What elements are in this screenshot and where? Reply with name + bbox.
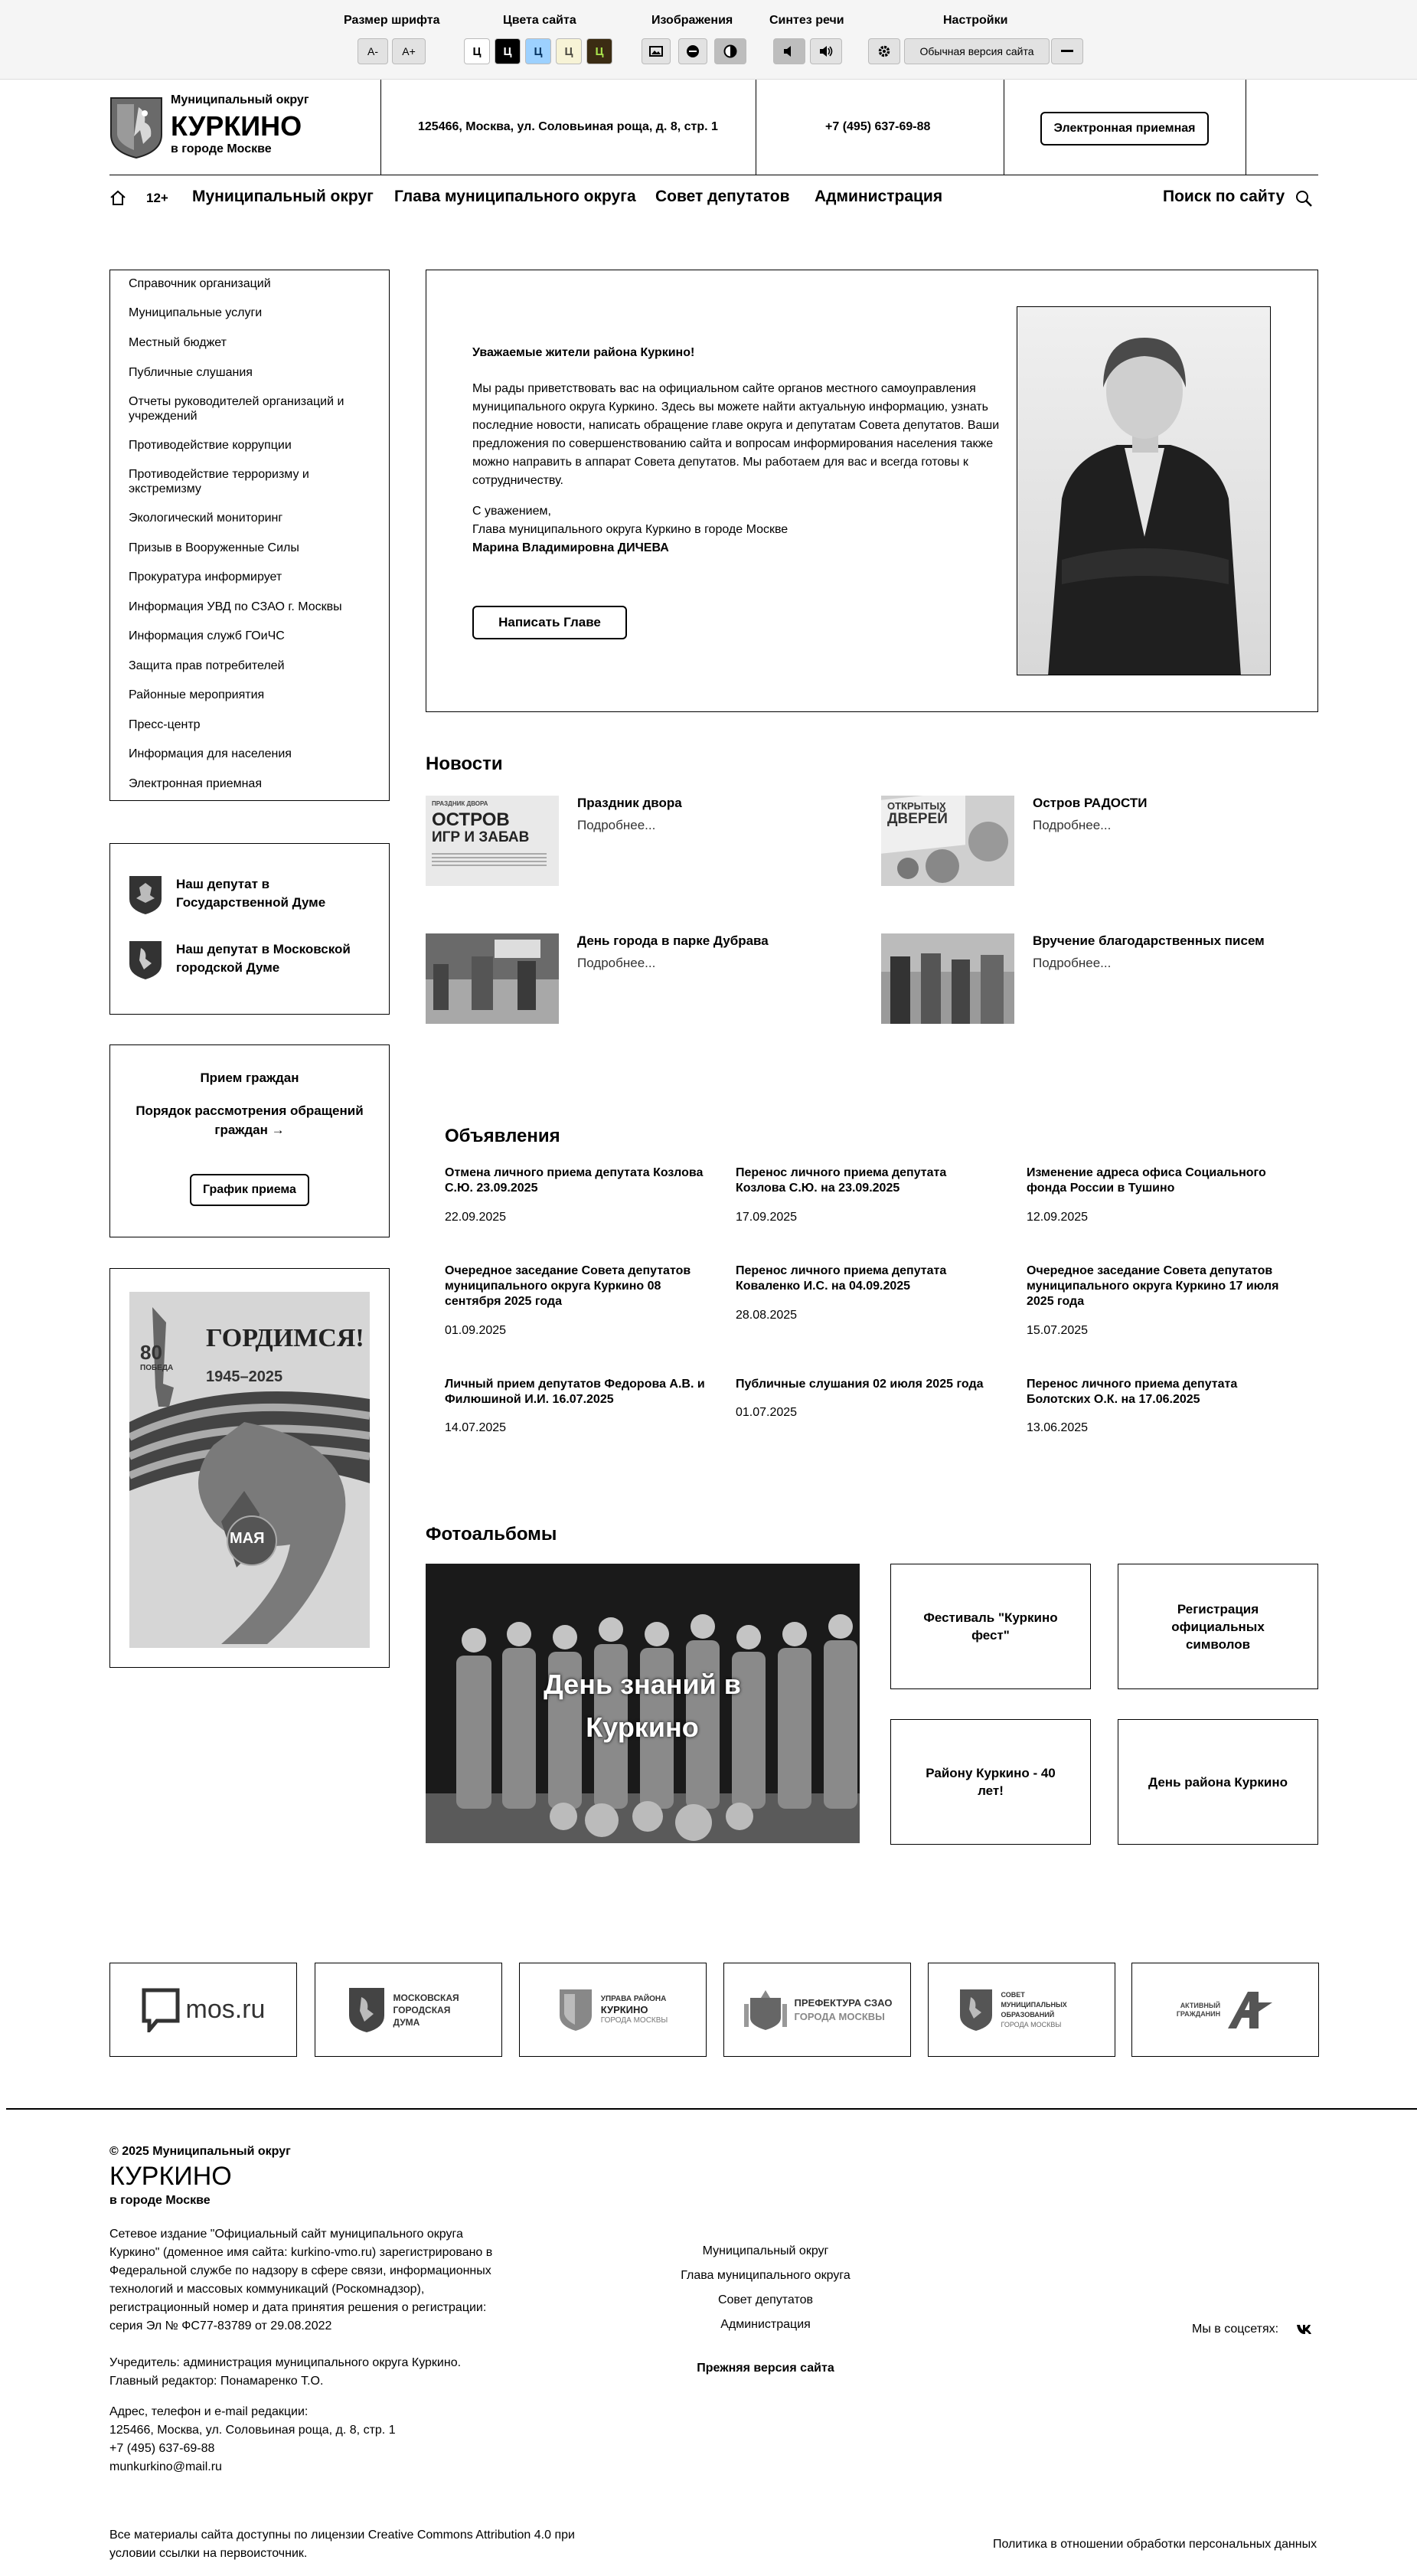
thumb-caption: ПРАЗДНИК ДВОРА	[432, 800, 488, 807]
partner-uprava-text	[601, 1994, 668, 2026]
uprava-line2: КУРКИНО	[600, 2003, 648, 2015]
uprava-line3: ГОРОДА МОСКВЫ	[600, 2015, 668, 2025]
news-more-link[interactable]: Подробнее...	[577, 818, 656, 832]
sidebar-item-reports[interactable]: Отчеты руководителей организаций и учреждений	[129, 395, 344, 423]
footer-nav-head[interactable]: Глава муниципального округа	[681, 2269, 851, 2282]
album-card[interactable]: Регистрация официальных символов	[1118, 1564, 1318, 1689]
mosgorduma-deputy-link[interactable]: Наш депутат в Московской городской Думе	[176, 942, 351, 975]
gear-icon[interactable]	[868, 38, 900, 64]
partner-active-citizen-text	[1177, 2002, 1220, 2019]
footer-copyright: © 2025 Муниципальный округ	[109, 2145, 291, 2158]
uprava-logo-icon	[558, 1988, 593, 2032]
announcement-title[interactable]: Перенос личного приема депутата Козлова С.Ю. на 23.09.2025	[736, 1166, 947, 1195]
album-card[interactable]: Фестиваль "Куркино фест"	[890, 1564, 1091, 1689]
banner-headline: ГОРДИМСЯ!	[206, 1324, 364, 1352]
smo-logo-icon	[958, 1988, 994, 2032]
vk-icon[interactable]	[1296, 2323, 1313, 2338]
color-beige-button[interactable]: Ц	[556, 38, 582, 64]
nav-administration[interactable]: Администрация	[815, 188, 943, 205]
normal-version-button[interactable]: Обычная версия сайта	[904, 38, 1050, 64]
sidebar-item-consumer[interactable]: Защита прав потребителей	[129, 659, 285, 672]
font-size-title: Размер шрифта	[344, 14, 440, 27]
announcement-date: 01.09.2025	[445, 1324, 507, 1337]
font-increase-button[interactable]: А+	[392, 38, 426, 64]
announcement-title[interactable]: Перенос личного приема депутата Коваленко И.С. на 04.09.2025	[736, 1264, 947, 1293]
news-item-title[interactable]: Вручение благодарственных писем	[1033, 933, 1265, 948]
welcome-greeting: Уважаемые жители района Куркино!	[472, 346, 695, 359]
sidebar-item-army[interactable]: Призыв в Вооруженные Силы	[129, 541, 299, 554]
smo-line2: ГОРОДА МОСКВЫ	[1001, 2020, 1062, 2028]
duma-deputy-link[interactable]: Наш депутат в Государственной Думе	[176, 877, 326, 910]
nav-search[interactable]: Поиск по сайту	[1163, 188, 1285, 205]
head-portrait	[1017, 306, 1271, 675]
announcement-date: 28.08.2025	[736, 1309, 798, 1322]
news-thumb[interactable]	[881, 933, 1014, 1024]
header-phone[interactable]: +7 (495) 637-69-88	[825, 120, 931, 133]
sidebar-menu	[109, 270, 390, 801]
partner-mos-ru[interactable]	[109, 1963, 297, 2057]
welcome-regards: С уважением,	[472, 505, 551, 518]
partner-duma[interactable]	[315, 1963, 502, 2057]
partner-prefecture[interactable]	[723, 1963, 911, 2057]
news-more-link[interactable]: Подробнее...	[577, 956, 656, 970]
album-main-title: День знаний в Куркино	[544, 1669, 741, 1743]
duma-logo-icon	[348, 1986, 386, 2034]
speaker-mute-icon[interactable]	[773, 38, 805, 64]
welcome-body: Мы рады приветствовать вас на официальном сайте органов местного самоуправления муниципального округа Куркино. Здесь вы можете найти актуальную информацию, узнать последние новости, написать обращение главе округа и депутатам Совета депутатов. Ваши предложения по совершенствованию сайта и вопросам информирования населения также можно направить в аппарат Совета депутатов. Мы работаем для вас и всегда готовы к сотрудничеству.	[472, 382, 1000, 487]
header-divider	[380, 80, 381, 175]
font-decrease-button[interactable]: А-	[358, 38, 388, 64]
footer-nav-district[interactable]: Муниципальный округ	[702, 2244, 829, 2257]
moscow-emblem-icon	[129, 940, 162, 984]
sidebar-item-police[interactable]: Информация УВД по СЗАО г. Москвы	[129, 600, 342, 613]
brand-line1: Муниципальный округ	[171, 93, 309, 106]
album-card[interactable]: День района Куркино	[1118, 1719, 1318, 1845]
colors-title: Цвета сайта	[503, 14, 576, 27]
nav-council[interactable]: Совет депутатов	[655, 188, 790, 205]
prefecture-line1: ПРЕФЕКТУРА СЗАО	[794, 1996, 893, 2009]
color-brown-button[interactable]: Ц	[586, 38, 612, 64]
footer-address-title: Адрес, телефон и e-mail редакции:	[109, 2405, 309, 2418]
mos-ru-logo-icon	[142, 1988, 180, 2032]
image-icon[interactable]	[642, 38, 671, 64]
thumb-headline: ДВЕРЕЙ	[887, 811, 948, 827]
age-rating: 12+	[146, 191, 168, 205]
sidebar-item-emergency[interactable]: Информация служб ГОиЧС	[129, 629, 285, 642]
color-white-button[interactable]: Ц	[464, 38, 490, 64]
electronic-reception-button[interactable]: Электронная приемная	[1040, 112, 1209, 145]
smo-line1: СОВЕТ МУНИЦИПАЛЬНЫХ ОБРАЗОВАНИЙ	[1001, 1990, 1067, 2019]
coat-of-arms-icon[interactable]	[109, 96, 163, 159]
footer-old-version-link[interactable]: Прежняя версия сайта	[697, 2362, 834, 2375]
victory-banner[interactable]	[109, 1268, 390, 1668]
deputies-box	[109, 843, 390, 1015]
reception-order-link[interactable]: Порядок рассмотрения обращений граждан →	[135, 1103, 364, 1137]
color-black-button[interactable]: Ц	[495, 38, 521, 64]
sidebar-item-prosecutor[interactable]: Прокуратура информирует	[129, 570, 282, 584]
reception-title: Прием граждан	[200, 1071, 299, 1085]
color-blue-button[interactable]: Ц	[525, 38, 551, 64]
announcement-date: 13.06.2025	[1027, 1421, 1089, 1434]
news-more-link[interactable]: Подробнее...	[1033, 956, 1112, 970]
active-line1: АКТИВНЫЙ	[1180, 2001, 1221, 2009]
footer-address: 125466, Москва, ул. Соловьиная роща, д. 8, стр. 1	[109, 2424, 396, 2437]
announcement-date: 15.07.2025	[1027, 1324, 1089, 1337]
sidebar-item-organizations[interactable]: Справочник организаций	[129, 277, 271, 290]
footer-phone[interactable]: +7 (495) 637-69-88	[109, 2442, 215, 2455]
thumb-headline: ОТКРЫТЫХ	[887, 800, 946, 812]
nav-municipal-district[interactable]: Муниципальный округ	[192, 188, 374, 205]
announcement-title[interactable]: Личный прием депутатов Федорова А.В. и Филюшиной И.И. 16.07.2025	[445, 1378, 705, 1406]
reception-schedule-button[interactable]: График приема	[190, 1174, 309, 1206]
close-panel-icon[interactable]	[1051, 38, 1083, 64]
partner-active-citizen[interactable]	[1131, 1963, 1319, 2057]
images-title: Изображения	[651, 14, 733, 27]
accessibility-toolbar	[0, 0, 1417, 80]
footer-nav-administration[interactable]: Администрация	[720, 2318, 811, 2331]
footer-privacy-link[interactable]: Политика в отношении обработки персональных данных	[993, 2538, 1317, 2551]
announcement-date: 14.07.2025	[445, 1421, 507, 1434]
partner-duma-text: МОСКОВСКАЯ ГОРОДСКАЯ ДУМА	[393, 1992, 459, 2028]
header-address: 125466, Москва, ул. Соловьиная роща, д. 8, стр. 1	[418, 120, 718, 133]
uprava-line1: УПРАВА РАЙОНА	[600, 1994, 667, 2003]
announcement-title[interactable]: Изменение адреса офиса Социального фонда России в Тушино	[1027, 1166, 1266, 1195]
announcement-title[interactable]: Очередное заседание Совета депутатов муниципального округа Куркино 17 июля 2025 года	[1027, 1264, 1279, 1308]
sidebar-item-press[interactable]: Пресс-центр	[129, 718, 201, 731]
announcement-date: 12.09.2025	[1027, 1211, 1089, 1224]
speaker-on-icon[interactable]	[810, 38, 842, 64]
nav-head[interactable]: Глава муниципального округа	[394, 188, 636, 205]
partner-mos-ru-text: mos.ru	[185, 1995, 266, 2024]
banner-may: МАЯ	[230, 1530, 265, 1547]
russia-emblem-icon	[129, 875, 162, 919]
home-icon[interactable]	[109, 189, 126, 210]
thumb-headline: ОСТРОВ	[432, 809, 510, 830]
album-card[interactable]: Району Куркино - 40 лет!	[890, 1719, 1091, 1845]
active-line2: ГРАЖДАНИН	[1176, 2009, 1221, 2018]
partner-smo[interactable]	[928, 1963, 1115, 2057]
footer-founder: Учредитель: администрация муниципального округа Куркино.	[109, 2356, 462, 2369]
settings-title: Настройки	[943, 14, 1008, 27]
sidebar-item-services[interactable]: Муниципальные услуги	[129, 306, 263, 319]
sidebar-item-reception[interactable]: Электронная приемная	[129, 777, 262, 790]
footer-nav-council[interactable]: Совет депутатов	[717, 2293, 814, 2306]
announcements-title: Объявления	[445, 1126, 560, 1146]
news-title: Новости	[426, 754, 503, 774]
sidebar-item-ecology[interactable]: Экологический мониторинг	[129, 512, 283, 525]
speech-title: Синтез речи	[769, 14, 844, 27]
thumb-headline: ИГР И ЗАБАВ	[432, 829, 530, 845]
footer-media-info: Сетевое издание "Официальный сайт муниципального округа Куркино" (доменное имя сайта: kurkino-vmo.ru) зарегистрировано в Федеральной службе по надзору в сфере связи, информационных технологий и массовых коммуникаций (Роскомнадзор), регистрационный номер и дата принятия решения о регистрации: серия Эл № ФС77-83789 от 29.08.2022	[109, 2228, 493, 2332]
prefecture-line2: ГОРОДА МОСКВЫ	[794, 2010, 885, 2022]
announcement-title[interactable]: Публичные слушания 02 июля 2025 года	[736, 1378, 984, 1391]
sidebar-item-antiterror[interactable]: Противодействие терроризму и экстремизму	[129, 468, 309, 495]
banner-years: 1945–2025	[206, 1368, 283, 1385]
active-citizen-logo-icon	[1225, 1990, 1274, 2030]
albums-title: Фотоальбомы	[426, 1524, 557, 1545]
sidebar-item-events[interactable]: Районные мероприятия	[129, 688, 265, 701]
announcement-date: 22.09.2025	[445, 1211, 507, 1224]
welcome-position: Глава муниципального округа Куркино в городе Москве	[472, 523, 788, 536]
prefecture-logo-icon	[743, 1989, 788, 2032]
footer-email[interactable]: munkurkino@mail.ru	[109, 2460, 222, 2473]
footer-divider	[6, 2108, 1417, 2110]
banner-image	[129, 1292, 370, 1648]
announcement-date: 01.07.2025	[736, 1406, 798, 1419]
grayscale-icon[interactable]	[678, 38, 707, 64]
reception-box	[109, 1044, 390, 1237]
thumb-text-lines	[432, 853, 547, 868]
welcome-signature: Марина Владимировна ДИЧЕВА	[472, 541, 669, 554]
news-item-title[interactable]: Остров РАДОСТИ	[1033, 796, 1148, 810]
announcement-title[interactable]: Очередное заседание Совета депутатов муниципального округа Куркино 08 сентября 2025 года	[445, 1264, 691, 1308]
brand-line3: в городе Москве	[171, 142, 272, 155]
news-more-link[interactable]: Подробнее...	[1033, 818, 1112, 832]
partner-uprava[interactable]	[519, 1963, 707, 2057]
partner-prefecture-text	[795, 1996, 893, 2024]
sidebar-item-hearings[interactable]: Публичные слушания	[129, 366, 253, 379]
search-icon[interactable]	[1295, 189, 1313, 211]
banner-badge-word: ПОБЕДА	[140, 1364, 174, 1372]
write-to-head-button[interactable]: Написать Главе	[472, 606, 627, 639]
partner-smo-text	[1001, 1990, 1086, 2030]
news-thumb[interactable]	[881, 796, 1014, 886]
footer-brand: КУРКИНО	[109, 2162, 232, 2191]
news-item-title[interactable]: Праздник двора	[577, 796, 682, 810]
footer-city: в городе Москве	[109, 2194, 211, 2207]
sidebar-item-budget[interactable]: Местный бюджет	[129, 336, 227, 349]
news-thumb[interactable]	[426, 796, 559, 886]
banner-badge-number: 80	[140, 1341, 162, 1364]
news-thumb[interactable]	[426, 933, 559, 1024]
sidebar-item-info[interactable]: Информация для населения	[129, 747, 292, 760]
announcement-date: 17.09.2025	[736, 1211, 798, 1224]
news-item-title[interactable]: День города в парке Дубрава	[577, 933, 769, 948]
contrast-icon[interactable]	[714, 38, 746, 64]
announcement-title[interactable]: Перенос личного приема депутата Болотских О.К. на 17.06.2025	[1027, 1378, 1238, 1406]
footer-editor: Главный редактор: Понамаренко Т.О.	[109, 2375, 324, 2388]
announcement-title[interactable]: Отмена личного приема депутата Козлова С.Ю. 23.09.2025	[445, 1166, 704, 1195]
footer-license: Все материалы сайта доступны по лицензии Creative Commons Attribution 4.0 при условии ссылки на первоисточник.	[109, 2529, 575, 2560]
brand-name[interactable]: КУРКИНО	[171, 110, 302, 142]
album-main[interactable]	[426, 1564, 860, 1843]
sidebar-item-anticorruption[interactable]: Противодействие коррупции	[129, 439, 292, 452]
footer-social-label: Мы в соцсетях:	[1192, 2323, 1279, 2336]
